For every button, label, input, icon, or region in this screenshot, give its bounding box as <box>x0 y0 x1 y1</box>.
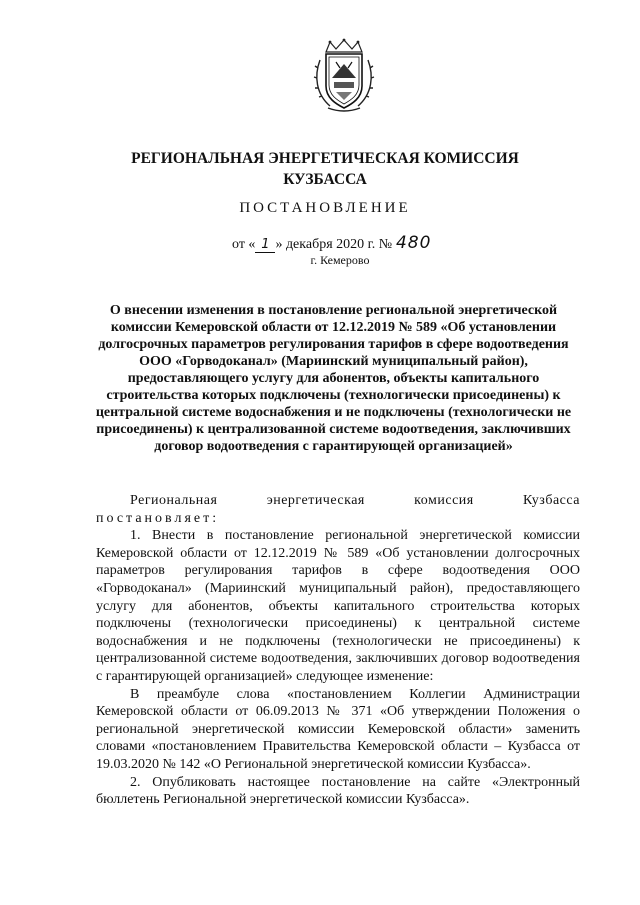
document-title: О внесении изменения в постановление региональной энергетической комиссии Кемеровской области от 12.12.2019 № 589 «Об установлении долгосрочных параметров регулирования тарифов в сфере водоотведения ООО «Горводоканал» (Мариинский муниципальный район), предоставляющего услугу для абонентов, объекты капитального строительства которых подключены (технологически присоединены) к центральной системе водоснабжения и не подключены (технологически не присоединены) к централизованной системе водоотведения, заключивших договор водоотведения с гарантирующей организацией» <box>95 303 572 454</box>
coat-of-arms-icon <box>312 38 376 114</box>
resolution-word: постановляет: <box>96 510 220 526</box>
document-number-handwritten: 480 <box>395 233 432 253</box>
document-body <box>96 492 580 809</box>
date-rest: » декабря 2020 г. № <box>275 237 393 252</box>
intro-paragraph: Региональная энергетическая комиссия Кузбасса <box>130 493 580 508</box>
date-prefix: от « <box>232 237 256 252</box>
document-type: ПОСТАНОВЛЕНИЕ <box>239 200 411 216</box>
date-day-handwritten: 1 <box>255 237 275 253</box>
authority-line-2: КУЗБАССА <box>283 171 367 188</box>
paragraph-1: 1. Внести в постановление региональной энергетической комиссии Кемеровской области от 12.12.2019 № 589 «Об установлении долгосрочных параметров регулирования тарифов в сфере водоотведения ООО «Горводоканал» (Мариинский муниципальный район), предоставляющего услугу для абонентов, объекты капитального строительства которых подключены (технологически присоединены) к центральной системе водоснабжения и не подключены (технологически не присоединены) к централизованной системе водоотведения, заключивших договор водоотведения с гарантирующей организацией» следующее изменение: <box>96 528 580 684</box>
issuing-authority <box>100 148 550 190</box>
paragraph-2: В преамбуле слова «постановлением Коллегии Администрации Кемеровской области от 06.09.2013 № 371 «Об утверждении Положения о региональной энергетической комиссии Кемеровской области» заменить словами «постановлением Правительства Кемеровской области – Кузбасса от 19.03.2020 № 142 «О Региональной энергетической комиссии Кузбасса». <box>96 686 580 772</box>
authority-line-1: РЕГИОНАЛЬНАЯ ЭНЕРГЕТИЧЕСКАЯ КОМИССИЯ <box>131 150 519 167</box>
city: г. Кемерово <box>310 253 370 267</box>
date-line <box>232 233 432 253</box>
paragraph-3: 2. Опубликовать настоящее постановление на сайте «Электронный бюллетень Региональной энергетической комиссии Кузбасса». <box>96 774 580 808</box>
